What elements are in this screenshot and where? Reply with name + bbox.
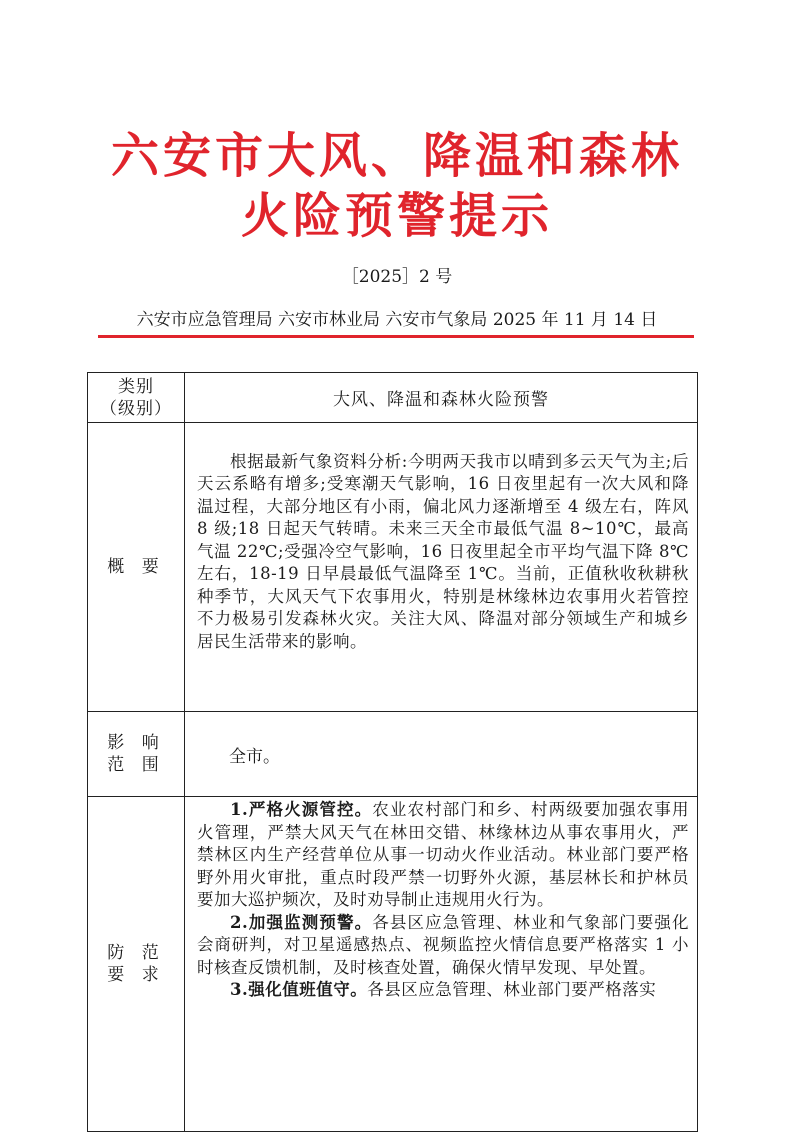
document-title-line2: 火险预警提示: [240, 188, 553, 244]
category-row: [88, 373, 698, 423]
summary-row: [88, 423, 698, 712]
red-divider: [98, 335, 694, 338]
document-title-line1: 六安市大风、降温和森林: [110, 128, 683, 184]
category-label-line2: （级别）: [100, 398, 172, 419]
summary-label-cell: [88, 423, 185, 712]
category-value-cell: [185, 373, 698, 423]
requirement-text-3: 各县区应急管理、林业部门要严格落实: [367, 980, 657, 999]
requirement-item-1: [197, 799, 689, 912]
requirement-title-3: 3.强化值班值守。: [230, 980, 368, 999]
scope-row: [88, 712, 698, 797]
scope-content-cell: [185, 712, 698, 797]
requirements-content-cell: [185, 797, 698, 1132]
requirements-label-cell: [88, 797, 185, 1132]
scope-label-cell: [88, 712, 185, 797]
requirement-item-2: [197, 912, 689, 980]
category-value: 大风、降温和森林火险预警: [333, 390, 549, 410]
requirement-text-2: 各县区应急管理、林业和气象部门要强化会商研判，对卫星遥感热点、视频监控火情信息要严格落实 1 小时核查反馈机制，及时核查处置，确保火情早发现、早处置。: [197, 912, 690, 977]
document-number: ［2025］2 号: [341, 267, 453, 287]
scope-text: 全市。: [229, 746, 280, 767]
requirement-title-1: 1.严格火源管控。: [230, 800, 373, 819]
requirement-item-3: [197, 979, 689, 1002]
scope-label-line2: 范 围: [107, 755, 165, 775]
issuer-line: 六安市应急管理局 六安市林业局 六安市气象局 2025 年 11 月 14 日: [136, 310, 658, 330]
warning-table: [87, 372, 698, 1132]
summary-text: 根据最新气象资料分析:今明两天我市以晴到多云天气为主;后天云系略有增多;受寒潮天气影响，16 日夜里起有一次大风和降温过程，大部分地区有小雨，偏北风力逐渐增至 4 级左右，阵风 8 级;18 日起天气转晴。未来三天全市最低气温 8~10℃，最高气温 22℃;受强冷空气影响，16 日夜里起全市平均气温下降 8℃左右，18-19 日早晨最低气温降至 1℃。当前，正值秋收秋耕秋种季节，大风天气下农事用火，特别是林缘林边农事用火若管控不力极易引发森林火灾。关注大风、降温对部分领域生产和城乡居民生活带来的影响。: [197, 451, 689, 651]
summary-content-cell: [185, 423, 698, 712]
category-label-line1: 类别: [118, 376, 154, 397]
scope-label-line1: 影 响: [107, 733, 165, 753]
category-label-cell: [88, 373, 185, 423]
requirements-label-line2: 要 求: [107, 965, 165, 985]
summary-label: 概 要: [107, 557, 165, 577]
requirements-row: [88, 797, 698, 1132]
requirement-text-1: 农业农村部门和乡、村两级要加强农事用火管理，严禁大风天气在林田交错、林缘林边从事农事用火，严禁林区内生产经营单位从事一切动火作业活动。林业部门要严格野外用火审批，重点时段严禁一切野外火源，基层林长和护林员要加大巡护频次，及时劝导制止违规用火行为。: [197, 800, 690, 909]
requirements-label-line1: 防 范: [107, 943, 165, 963]
requirement-title-2: 2.加强监测预警。: [230, 912, 373, 932]
